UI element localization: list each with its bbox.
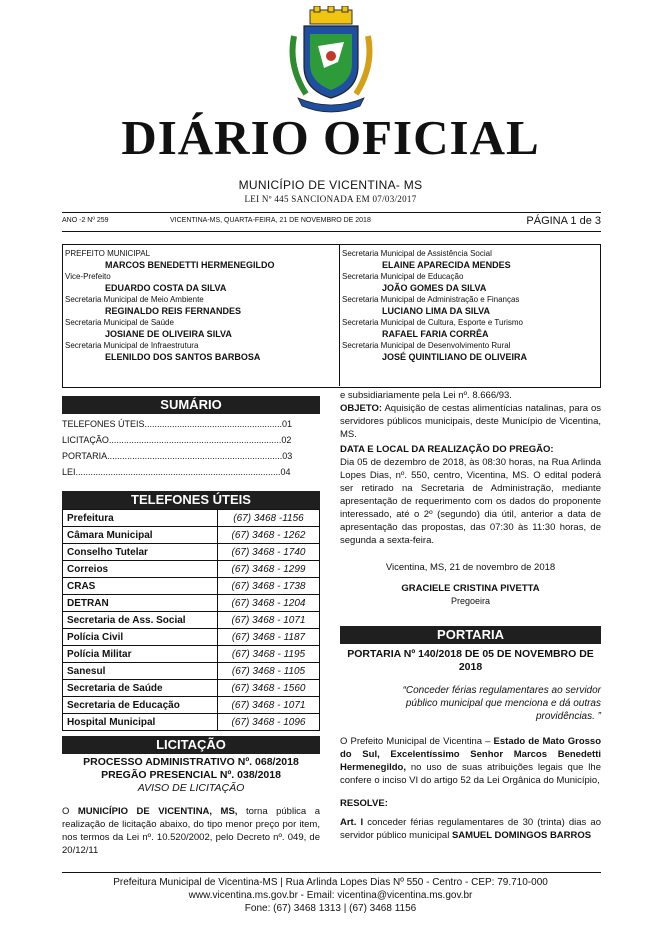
official-role: PREFEITO MUNICIPAL [65, 249, 151, 258]
intro-rest: no uso de suas atribuições legais que lhe confere o inciso VI do artigo 52 da Lei Orgânica do Município, [340, 762, 601, 786]
telefones-header: TELEFONES ÚTEIS [62, 491, 320, 509]
pregao-number: PREGÃO PRESENCIAL Nº. 038/2018 [101, 769, 281, 781]
municipal-coat-of-arms [288, 6, 374, 116]
official-name: ELAINE APARECIDA MENDES [382, 260, 511, 270]
phone-entity: Polícia Militar [63, 646, 218, 663]
intro-bold: Estado de Mato Grosso do Sul, Excelentíssimo Senhor Marcos Benedetti Hermenegildo, [340, 736, 601, 773]
phone-number: (67) 3468 - 1096 [218, 714, 320, 731]
phone-row [63, 714, 320, 731]
phone-entity: Secretaria de Ass. Social [63, 612, 218, 629]
portaria-intro [340, 735, 601, 787]
intro-prefix: O Prefeito Municipal de Vicentina – [340, 736, 494, 747]
dateline: VICENTINA-MS, QUARTA-FEIRA, 21 DE NOVEMBRO DE 2018 [170, 217, 371, 224]
phone-number: (67) 3468 - 1071 [218, 697, 320, 714]
footer-web-email: www.vicentina.ms.gov.br - Email: vicentina@vicentina.ms.gov.br [188, 890, 473, 901]
sumario-header: SUMÁRIO [62, 396, 320, 414]
masthead-title: DIÁRIO OFICIAL [121, 110, 540, 165]
official-role: Secretaria Municipal de Cultura, Esporte e Turismo [342, 318, 523, 327]
article-employee: SAMUEL DOMINGOS BARROS [451, 830, 592, 841]
page-number: PÁGINA 1 de 3 [526, 215, 601, 227]
official-role: Vice-Prefeito [65, 272, 111, 281]
phone-table [62, 509, 320, 731]
para-prefix: O [62, 806, 78, 817]
portaria-header: PORTARIA [340, 626, 601, 644]
phone-entity: Secretaria de Saúde [63, 680, 218, 697]
law-reference: LEI Nº 445 SANCIONADA EM 07/03/2017 [244, 194, 417, 204]
signer-name: GRACIELE CRISTINA PIVETTA [401, 583, 540, 594]
phone-number: (67) 3468 - 1204 [218, 595, 320, 612]
footer-address: Prefeitura Municipal de Vicentina-MS | Rua Arlinda Lopes Dias Nº 550 - Centro - CEP: 79.710-000 [113, 877, 548, 888]
phone-row [63, 510, 320, 527]
portaria-heading: PORTARIA Nº 140/2018 DE 05 DE NOVEMBRO DE 2018 [347, 648, 594, 673]
municipality-bold: MUNICÍPIO DE VICENTINA, MS, [77, 806, 238, 817]
resolve-label: RESOLVE: [340, 798, 388, 809]
official-name: JOSÉ QUINTILIANO DE OLIVEIRA [382, 352, 528, 362]
officials-left-column [65, 248, 333, 363]
official-role: Secretaria Municipal de Meio Ambiente [65, 295, 204, 304]
phone-number: (67) 3468 - 1738 [218, 578, 320, 595]
official-name: JOSIANE DE OLIVEIRA SILVA [105, 329, 232, 339]
phone-row [63, 680, 320, 697]
data-local-label: DATA E LOCAL DA REALIZAÇÃO DO PREGÃO: [340, 444, 554, 455]
process-number: PROCESSO ADMINISTRATIVO Nº. 068/2018 [83, 756, 299, 768]
edition-number: ANO -2 Nº 259 [62, 217, 109, 224]
phone-row [63, 527, 320, 544]
sumario-item: LEI..................................................................................04 [62, 467, 291, 477]
official-role: Secretaria Municipal de Desenvolvimento Rural [342, 341, 511, 350]
phone-row [63, 578, 320, 595]
phone-entity: DETRAN [63, 595, 218, 612]
left-column [62, 396, 320, 857]
phone-number: (67) 3468 - 1195 [218, 646, 320, 663]
place-date: Vicentina, MS, 21 de novembro de 2018 [385, 562, 556, 573]
phone-row [63, 663, 320, 680]
objeto-label: OBJETO: [340, 403, 383, 414]
objeto-text: Aquisição de cestas alimentícias natalinas, para os servidores públicos municipais, deste Município de Vicentina, MS. [340, 403, 601, 440]
footer-phones: Fone: (67) 3468 1313 | (67) 3468 1156 [244, 903, 417, 914]
official-name: REGINALDO REIS FERNANDES [105, 306, 242, 316]
footer [0, 876, 661, 915]
municipality-name: MUNICÍPIO DE VICENTINA- MS [238, 178, 423, 192]
phone-entity: CRAS [63, 578, 218, 595]
phone-number: (67) 3468 - 1740 [218, 544, 320, 561]
official-role: Secretaria Municipal de Infraestrutura [65, 341, 199, 350]
phone-number: (67) 3468 -1156 [218, 510, 320, 527]
officials-right-column [339, 245, 610, 386]
official-name: JOÃO GOMES DA SILVA [382, 283, 487, 293]
para-rest: torna pública a realização de licitação abaixo, do tipo menor preço por item, nos termos da Lei nº. 10.520/2002, pelo Decreto nº. 049, de 20/12/11 [62, 806, 320, 856]
phone-row [63, 646, 320, 663]
edition-info-bar [62, 212, 601, 232]
official-name: LUCIANO LIMA DA SILVA [382, 306, 490, 316]
officials-box [62, 244, 601, 388]
sumario-item: TELEFONES ÚTEIS.......................................................01 [62, 419, 293, 429]
phone-number: (67) 3468 - 1299 [218, 561, 320, 578]
official-name: ELENILDO DOS SANTOS BARBOSA [105, 352, 261, 362]
phone-entity: Secretaria de Educação [63, 697, 218, 714]
phone-entity: Hospital Municipal [63, 714, 218, 731]
sumario-item: PORTARIA......................................................................03 [62, 451, 293, 461]
official-name: MARCOS BENEDETTI HERMENEGILDO [105, 260, 275, 270]
phone-entity: Polícia Civil [63, 629, 218, 646]
phone-entity: Conselho Tutelar [63, 544, 218, 561]
phone-number: (67) 3468 - 1071 [218, 612, 320, 629]
phone-entity: Sanesul [63, 663, 218, 680]
article-label: Art. I [340, 817, 364, 828]
data-local-text: Dia 05 de dezembro de 2018, às 08:30 horas, na Rua Arlinda Lopes Dias, nº. 550, centro, Vicentina, MS. O edital poderá ser retirado na Secretaria de Administração, mediante apresentação de requerimento com os dados do proponente interessado, até o 2º (segundo) dia útil, anterior a data de apresentação das propostas, das 07:30 às 11:30 horas, de segunda a sexta-feira. [340, 457, 601, 546]
licitacao-paragraph [62, 805, 320, 857]
official-name: EDUARDO COSTA DA SILVA [105, 283, 227, 293]
objeto-paragraph [340, 402, 601, 441]
phone-number: (67) 3468 - 1105 [218, 663, 320, 680]
sumario-item: LICITAÇÃO.....................................................................02 [62, 435, 292, 445]
phone-entity: Correios [63, 561, 218, 578]
right-column [340, 389, 601, 842]
official-name: RAFAEL FARIA CORRÊA [382, 329, 489, 339]
article-text: conceder férias regulamentares de 30 (trinta) dias ao servidor público municipal [340, 817, 601, 841]
signer-role: Pregoeira [450, 596, 491, 606]
aviso-label: AVISO DE LICITAÇÃO [137, 782, 245, 794]
phone-entity: Câmara Municipal [63, 527, 218, 544]
phone-number: (67) 3468 - 1262 [218, 527, 320, 544]
phone-row [63, 697, 320, 714]
licitacao-header: LICITAÇÃO [62, 736, 320, 754]
continuation-text: e subsidiariamente pela Lei nº. 8.666/93. [340, 390, 512, 401]
official-role: Secretaria Municipal de Saúde [65, 318, 174, 327]
official-role: Secretaria Municipal de Assistência Social [342, 249, 492, 258]
phone-row [63, 561, 320, 578]
phone-number: (67) 3468 - 1560 [218, 680, 320, 697]
article-paragraph [340, 816, 601, 842]
sumario-list [62, 416, 320, 480]
phone-number: (67) 3468 - 1187 [218, 629, 320, 646]
phone-entity: Prefeitura [63, 510, 218, 527]
phone-row [63, 595, 320, 612]
phone-row [63, 629, 320, 646]
portaria-ementa: “Conceder férias regulamentares ao servidor público municipal que menciona e dá outras providências. ” [402, 685, 601, 722]
phone-row [63, 544, 320, 561]
official-role: Secretaria Municipal de Educação [342, 272, 464, 281]
phone-row [63, 612, 320, 629]
footer-rule [62, 872, 601, 873]
official-role: Secretaria Municipal de Administração e Finanças [342, 295, 520, 304]
